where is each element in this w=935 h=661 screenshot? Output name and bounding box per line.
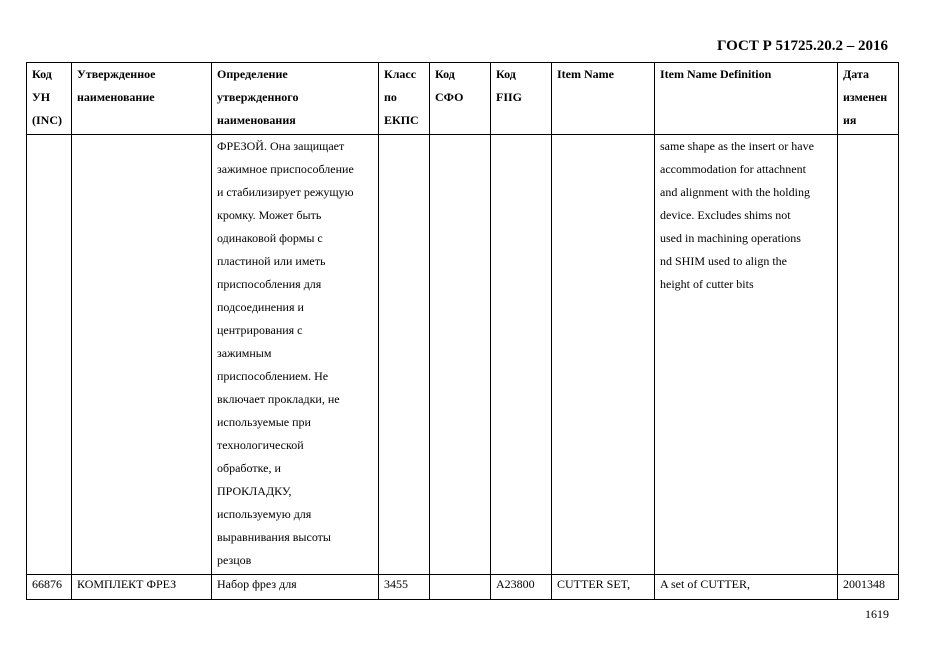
cell-item-name: CUTTER SET, — [552, 575, 655, 600]
cell-definition-en: A set of CUTTER, — [655, 575, 838, 600]
page-number: 1619 — [865, 607, 889, 621]
cell-definition-ru: ФРЕЗОЙ. Она защищает зажимное приспособление и стабилизирует режущую кромку. Может быть одинаковой формы с пластиной или иметь приспособления для подсоединения и центрирования с зажимным приспособлением. Не включает прокладки, не используемые при технологической обработке, и ПРОКЛАДКУ, используемую для выравнивания высоты резцов — [212, 135, 379, 575]
cell-class-ekps — [379, 135, 430, 575]
cell-sfo — [430, 575, 491, 600]
cell-fiig: A23800 — [491, 575, 552, 600]
cell-definition-en: same shape as the insert or have accommodation for attachnent and alignment with the holding device. Excludes shims not used in machining operations nd SHIM used to align the height of cutter bits — [655, 135, 838, 575]
cell-item-name — [552, 135, 655, 575]
col-header-definition-ru: Определение утвержденного наименования — [212, 63, 379, 135]
cell-fiig — [491, 135, 552, 575]
col-header-change-date: Дата изменен ия — [838, 63, 899, 135]
cell-approved-name: КОМПЛЕКТ ФРЕЗ — [72, 575, 212, 600]
col-header-fiig: Код FIIG — [491, 63, 552, 135]
document-header: ГОСТ Р 51725.20.2 – 2016 — [716, 38, 888, 54]
col-header-item-name-definition: Item Name Definition — [655, 63, 838, 135]
table-row — [27, 135, 899, 575]
cell-change-date: 2001348 — [838, 575, 899, 600]
col-header-sfo: Код СФО — [430, 63, 491, 135]
cell-definition-ru: Набор фрез для — [212, 575, 379, 600]
cell-approved-name — [72, 135, 212, 575]
col-header-approved-name: Утвержденное наименование — [72, 63, 212, 135]
cell-class-ekps: 3455 — [379, 575, 430, 600]
cell-change-date — [838, 135, 899, 575]
col-header-item-name: Item Name — [552, 63, 655, 135]
classifier-table — [26, 62, 899, 600]
cell-inc: 66876 — [27, 575, 72, 600]
header-row — [27, 63, 899, 135]
col-header-inc: Код УН (INC) — [27, 63, 72, 135]
table-row — [27, 575, 899, 600]
col-header-class-ekps: Класс по ЕКПС — [379, 63, 430, 135]
cell-inc — [27, 135, 72, 575]
cell-sfo — [430, 135, 491, 575]
